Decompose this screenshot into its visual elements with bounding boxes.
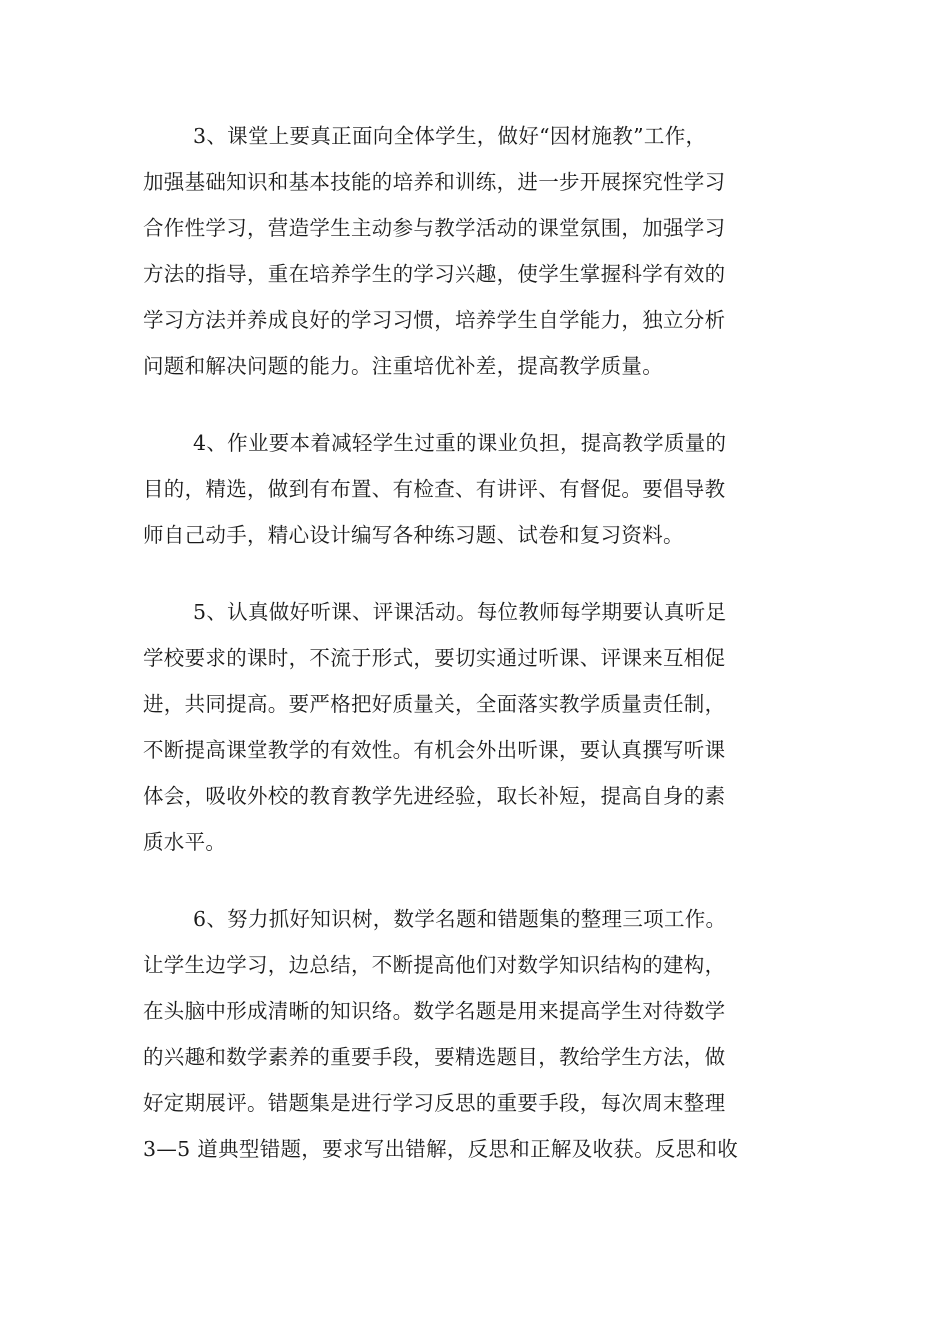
text-line: 5、认真做好听课、评课活动。每位教师每学期要认真听足 bbox=[193, 600, 727, 624]
text-line: 学习方法并养成良好的学习习惯，培养学生自学能力，独立分析 bbox=[143, 308, 726, 332]
text-line: 方法的指导，重在培养学生的学习兴趣，使学生掌握科学有效的 bbox=[143, 262, 726, 286]
text-line: 进，共同提高。要严格把好质量关，全面落实教学质量责任制， bbox=[143, 692, 726, 716]
text-line: 3、课堂上要真正面向全体学生，做好“因材施教”工作， bbox=[193, 124, 707, 148]
text-line: 在头脑中形成清晰的知识络。数学名题是用来提高学生对待数学 bbox=[143, 999, 726, 1023]
text-line: 合作性学习，营造学生主动参与教学活动的课堂氛围，加强学习 bbox=[143, 216, 726, 240]
text-line: 学校要求的课时，不流于形式，要切实通过听课、评课来互相促 bbox=[143, 646, 726, 670]
paragraph-item-6 bbox=[143, 896, 803, 1172]
text-line: 4、作业要本着减轻学生过重的课业负担，提高教学质量的 bbox=[193, 431, 727, 455]
paragraph-item-3 bbox=[143, 113, 803, 389]
text-line: 加强基础知识和基本技能的培养和训练，进一步开展探究性学习 bbox=[143, 170, 726, 194]
document-body bbox=[143, 113, 803, 1203]
text-line: 体会，吸收外校的教育教学先进经验，取长补短，提高自身的素 bbox=[143, 784, 726, 808]
text-line: 的兴趣和数学素养的重要手段，要精选题目，教给学生方法，做 bbox=[143, 1045, 726, 1069]
text-line: 6、努力抓好知识树，数学名题和错题集的整理三项工作。 bbox=[193, 907, 727, 931]
text-line: 好定期展评。错题集是进行学习反思的重要手段，每次周末整理 bbox=[143, 1091, 726, 1115]
text-line: 目的，精选，做到有布置、有检查、有讲评、有督促。要倡导教 bbox=[143, 477, 726, 501]
text-line: 师自己动手，精心设计编写各种练习题、试卷和复习资料。 bbox=[143, 523, 684, 547]
paragraph-item-5 bbox=[143, 589, 803, 865]
text-line: 3—5 道典型错题，要求写出错解，反思和正解及收获。反思和收 bbox=[143, 1137, 739, 1161]
text-line: 问题和解决问题的能力。注重培优补差，提高教学质量。 bbox=[143, 354, 663, 378]
text-line: 让学生边学习，边总结，不断提高他们对数学知识结构的建构， bbox=[143, 953, 726, 977]
paragraph-item-4 bbox=[143, 420, 803, 558]
text-line: 质水平。 bbox=[143, 830, 227, 854]
text-line: 不断提高课堂教学的有效性。有机会外出听课，要认真撰写听课 bbox=[143, 738, 726, 762]
